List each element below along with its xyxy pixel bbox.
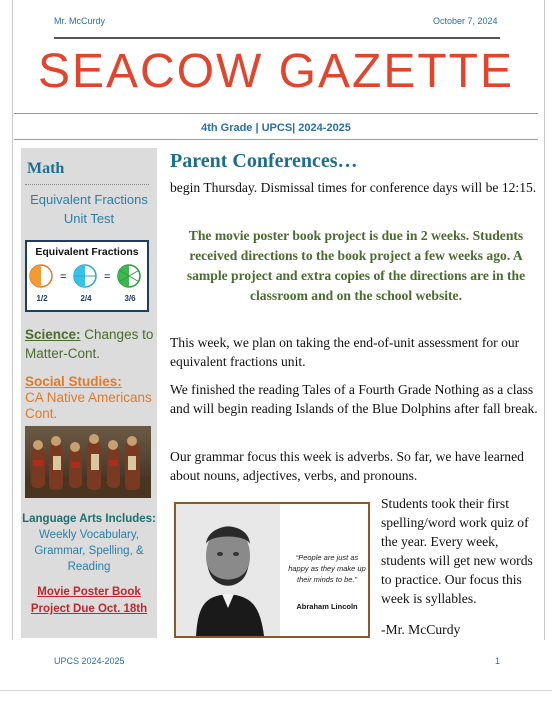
eq-image-title: Equivalent Fractions: [35, 246, 139, 258]
author-name: Mr. McCurdy: [54, 16, 106, 26]
quote-author: Abraham Lincoln: [296, 602, 358, 611]
main-heading: Parent Conferences…: [170, 150, 358, 172]
native-americans-painting: [25, 426, 151, 498]
conference-paragraph: begin Thursday. Dismissal times for conference days will be 12:15.: [170, 180, 537, 195]
right-page-border: [544, 0, 545, 640]
equivalent-fractions-image: [25, 240, 149, 312]
fraction-label-1: 1/2: [36, 294, 48, 303]
fraction-label-3: 3/6: [124, 294, 136, 303]
page-number: 1: [495, 656, 501, 666]
quote-text: “People are just as happy as they make up their minds to be.”: [288, 553, 366, 584]
social-studies-item: [25, 374, 155, 422]
fraction-label-2: 2/4: [80, 294, 92, 303]
header-rule: [54, 37, 500, 39]
signoff: -Mr. McCurdy: [381, 622, 461, 637]
lincoln-portrait: [176, 504, 280, 636]
title-rule-top: [14, 113, 538, 114]
title-rule-bottom: [14, 139, 538, 140]
newsletter-title: SEACOW GAZETTE: [37, 45, 515, 98]
math-paragraph: This week, we plan on taking the end-of-unit assessment for our equivalent fractions unit.: [170, 335, 520, 369]
math-heading: Math: [27, 160, 65, 177]
reading-paragraph: We finished the reading Tales of a Fourth Grade Nothing as a class and will begin reading Islands of the Blue Dolphins after fall break.: [170, 382, 538, 416]
social-studies-label: Social Studies:: [25, 374, 122, 389]
social-studies-text: CA Native Americans Cont.: [25, 390, 152, 421]
math-text: Equivalent Fractions Unit Test: [30, 192, 148, 226]
svg-text:=: =: [104, 271, 111, 283]
svg-text:=: =: [60, 271, 67, 283]
newsletter-subtitle: 4th Grade | UPCS| 2024-2025: [201, 122, 351, 134]
painting-image: [25, 426, 151, 498]
footer-text: UPCS 2024-2025: [54, 656, 125, 666]
movie-poster-note: Movie Poster Book Project Due Oct. 18th: [30, 586, 148, 615]
language-arts-item: [21, 511, 157, 575]
math-divider: [25, 184, 149, 185]
issue-date: October 7, 2024: [433, 16, 498, 26]
lincoln-quote-image: [174, 502, 370, 638]
page-bottom-edge: [0, 690, 552, 691]
grammar-paragraph: Our grammar focus this week is adverbs. So far, we have learned about nouns, adjectives, verbs, and pronouns.: [170, 449, 524, 483]
science-text: Changes to Matter-Cont.: [25, 327, 154, 361]
left-page-border: [12, 0, 13, 640]
language-arts-text: Weekly Vocabulary, Grammar, Spelling, & Reading: [34, 529, 144, 573]
language-arts-label: Language Arts Includes:: [22, 513, 156, 525]
book-project-notice: The movie poster book project is due in 2 weeks. Students received directions to the book project a few weeks ago. A sample project and extra copies of the directions are in the classroom and on the school website.: [186, 228, 526, 303]
science-item: [25, 325, 155, 363]
science-label: Science:: [25, 327, 81, 342]
spelling-paragraph: Students took their first spelling/word work quiz of the year. Every week, students will get new words to practice. Our focus this week is syllables.: [381, 496, 533, 606]
